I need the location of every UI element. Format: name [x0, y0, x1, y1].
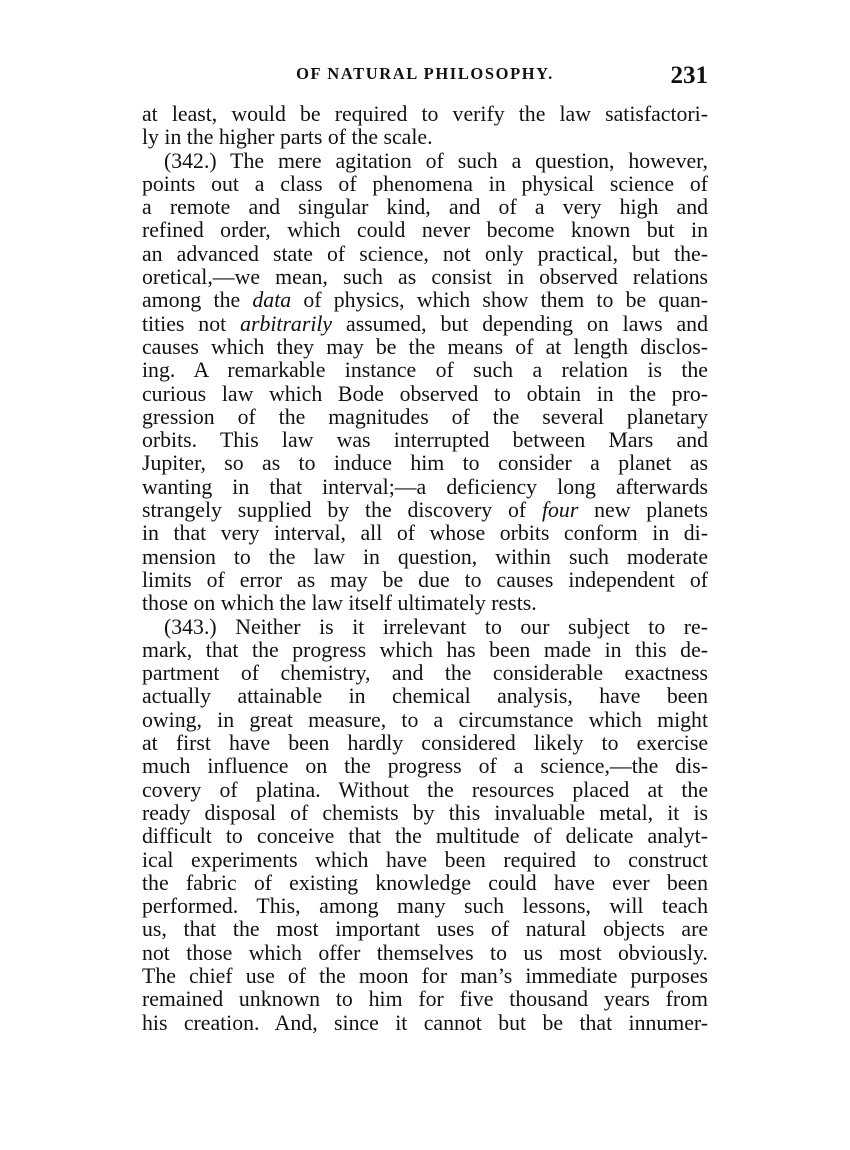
text-line: [142, 662, 708, 685]
italic-word: arbitrarily: [240, 311, 333, 336]
text-segment: Jupiter, so as to induce him to consider a planet as: [142, 451, 708, 476]
page-number: 231: [670, 62, 708, 89]
text-segment: a remote and singular kind, and of a very high and: [142, 195, 708, 220]
text-segment: mension to the law in question, within such moderate: [142, 544, 708, 569]
text-line: [142, 732, 708, 755]
text-line: [142, 779, 708, 802]
text-segment: refined order, which could never become known but in: [142, 218, 708, 243]
text-segment: curious law which Bode observed to obtain in the pro-: [142, 381, 708, 406]
text-segment: mark, that the progress which has been made in this de-: [142, 637, 708, 662]
text-segment: new planets: [578, 498, 708, 523]
text-segment: actually attainable in chemical analysis, have been: [142, 684, 708, 709]
text-line: [142, 196, 708, 219]
text-line: [142, 289, 708, 312]
text-line: [142, 150, 708, 173]
text-segment: ready disposal of chemists by this invaluable metal, it is: [142, 800, 708, 825]
text-segment: among the: [142, 288, 253, 313]
text-segment: ical experiments which have been required to construct: [142, 847, 708, 872]
text-line: [142, 639, 708, 662]
text-line: [142, 942, 708, 965]
text-segment: oretical,—we mean, such as consist in observed relations: [142, 265, 708, 290]
text-segment: gression of the magnitudes of the several planetary: [142, 404, 708, 429]
text-segment: of physics, which show them to be quan-: [291, 288, 708, 313]
text-segment: performed. This, among many such lessons, will teach: [142, 894, 708, 919]
text-segment: wanting in that interval;—a deficiency long afterwards: [142, 474, 708, 499]
text-segment: owing, in great measure, to a circumstance which might: [142, 707, 708, 732]
text-segment: remained unknown to him for five thousand years from: [142, 987, 708, 1012]
text-segment: covery of platina. Without the resources placed at the: [142, 777, 708, 802]
text-segment: the fabric of existing knowledge could have ever been: [142, 870, 708, 895]
text-segment: ing. A remarkable instance of such a relation is the: [142, 358, 708, 383]
text-line: [142, 452, 708, 475]
text-line: [142, 872, 708, 895]
text-segment: those on which the law itself ultimately rests.: [142, 591, 537, 616]
text-segment: The chief use of the moon for man’s immediate purposes: [142, 963, 708, 988]
text-line: [142, 988, 708, 1011]
text-line: [142, 825, 708, 848]
text-segment: points out a class of phenomena in physical science of: [142, 171, 708, 196]
text-segment: (343.) Neither is it irrelevant to our subject to re-: [164, 614, 708, 639]
text-line: [142, 895, 708, 918]
italic-word: four: [541, 498, 579, 523]
text-segment: at first have been hardly considered likely to exercise: [142, 731, 708, 756]
text-line: [142, 103, 708, 126]
running-title: OF NATURAL PHILOSOPHY.: [296, 64, 554, 83]
text-line: [142, 359, 708, 382]
text-line: [142, 616, 708, 639]
text-line: [142, 406, 708, 429]
text-segment: causes which they may be the means of at length disclos-: [142, 334, 708, 359]
text-segment: tities not: [142, 311, 241, 336]
text-segment: partment of chemistry, and the considerable exactness: [142, 661, 708, 686]
body-text: [142, 103, 708, 1035]
text-segment: in that very interval, all of whose orbits conform in di-: [142, 521, 708, 546]
text-line: [142, 429, 708, 452]
text-line: [142, 569, 708, 592]
text-line: [142, 336, 708, 359]
text-line: [142, 476, 708, 499]
text-line: [142, 219, 708, 242]
running-head: [142, 62, 708, 92]
text-line: [142, 918, 708, 941]
text-line: [142, 313, 708, 336]
text-segment: difficult to conceive that the multitude of delicate analyt-: [142, 824, 708, 849]
text-segment: his creation. And, since it cannot but be that innumer-: [142, 1010, 708, 1035]
text-line: [142, 243, 708, 266]
text-line: [142, 126, 708, 149]
text-line: [142, 709, 708, 732]
text-line: [142, 499, 708, 522]
italic-word: data: [252, 288, 292, 313]
text-segment: at least, would be required to verify the law satisfactori-: [142, 102, 708, 126]
text-line: [142, 849, 708, 872]
text-segment: (342.) The mere agitation of such a question, however,: [164, 148, 708, 173]
text-segment: assumed, but depending on laws and: [332, 311, 708, 336]
text-line: [142, 522, 708, 545]
text-line: [142, 383, 708, 406]
text-segment: orbits. This law was interrupted between Mars and: [142, 428, 708, 453]
text-segment: not those which offer themselves to us most obviously.: [142, 940, 708, 965]
text-line: [142, 1012, 708, 1035]
text-line: [142, 173, 708, 196]
text-segment: an advanced state of science, not only practical, but the-: [142, 241, 708, 266]
text-segment: strangely supplied by the discovery of: [142, 498, 542, 523]
text-line: [142, 965, 708, 988]
text-line: [142, 755, 708, 778]
text-line: [142, 685, 708, 708]
text-segment: much influence on the progress of a science,—the dis-: [142, 754, 708, 779]
text-line: [142, 266, 708, 289]
text-line: [142, 592, 708, 615]
text-segment: ly in the higher parts of the scale.: [142, 125, 433, 150]
text-line: [142, 802, 708, 825]
text-segment: limits of error as may be due to causes independent of: [142, 567, 708, 592]
text-segment: us, that the most important uses of natural objects are: [142, 917, 708, 942]
text-line: [142, 546, 708, 569]
